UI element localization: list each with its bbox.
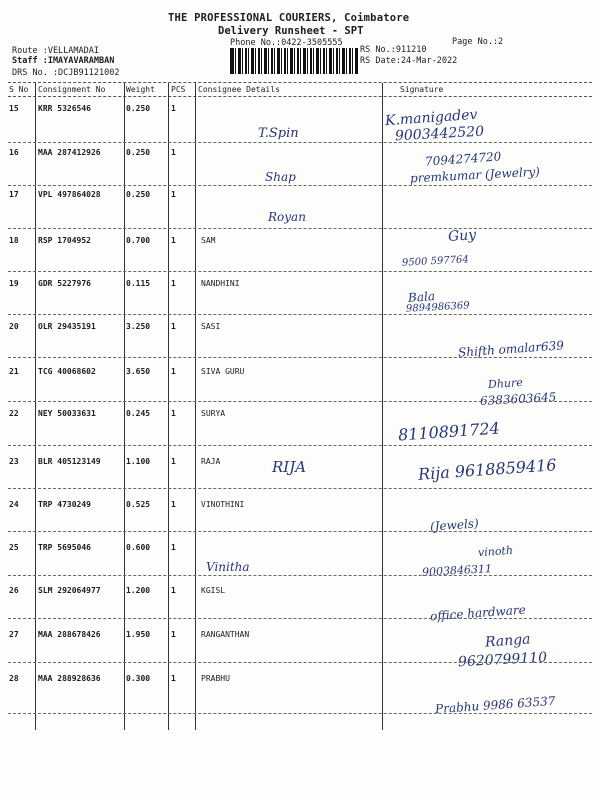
signature-line-1: 8110891724 — [397, 418, 501, 445]
row-consignment-no: RSP 1704952 — [38, 236, 91, 245]
row-weight: 1.100 — [126, 457, 151, 466]
row-weight: 3.650 — [126, 367, 151, 376]
row-sno: 28 — [9, 674, 19, 683]
row-sno: 27 — [9, 630, 19, 639]
row-pcs: 1 — [171, 543, 176, 552]
signature-line-1: vinoth — [477, 543, 514, 560]
row-weight: 3.250 — [126, 322, 151, 331]
signature-line-1: Rija 9618859416 — [417, 455, 558, 484]
row-consignee: SURYA — [201, 409, 226, 418]
barcode — [230, 48, 358, 74]
signature-line-1: (Jewels) — [429, 516, 480, 534]
row-weight: 0.300 — [126, 674, 151, 683]
handwritten-consignee: T.Spin — [258, 126, 299, 141]
row-divider — [8, 185, 592, 186]
row-sno: 26 — [9, 586, 19, 595]
row-divider — [8, 271, 592, 272]
col-divider — [35, 83, 36, 730]
rs-number: RS No.:911210 — [360, 45, 427, 55]
signature-line-2: 9003442520 — [394, 123, 485, 145]
handwritten-consignee: Vinitha — [206, 560, 250, 574]
row-consignment-no: TCG 40068602 — [38, 367, 96, 376]
row-divider — [8, 401, 592, 402]
row-pcs: 1 — [171, 500, 176, 509]
col-header-signature: Signature — [400, 85, 444, 94]
row-sno: 19 — [9, 279, 19, 288]
rs-date: RS Date:24-Mar-2022 — [360, 56, 458, 66]
row-divider — [8, 531, 592, 532]
row-pcs: 1 — [171, 104, 176, 113]
row-sno: 22 — [9, 409, 19, 418]
row-consignment-no: MAA 287412926 — [38, 148, 101, 157]
row-consignment-no: MAA 288928636 — [38, 674, 101, 683]
row-consignment-no: TRP 4730249 — [38, 500, 91, 509]
row-divider — [8, 575, 592, 576]
handwritten-consignee: RIJA — [272, 458, 307, 476]
row-weight: 0.250 — [126, 104, 151, 113]
col-divider — [195, 83, 196, 730]
row-pcs: 1 — [171, 367, 176, 376]
row-divider — [8, 357, 592, 358]
row-sno: 23 — [9, 457, 19, 466]
col-divider — [382, 83, 383, 730]
row-sno: 25 — [9, 543, 19, 552]
row-consignment-no: VPL 497864028 — [38, 190, 101, 199]
handwritten-consignee: Shap — [265, 170, 296, 184]
row-consignee: VINOTHINI — [201, 500, 245, 509]
row-divider — [8, 228, 592, 229]
row-consignee: RAJA — [201, 457, 221, 466]
row-weight: 0.115 — [126, 279, 151, 288]
row-consignment-no: GDR 5227976 — [38, 279, 91, 288]
row-sno: 16 — [9, 148, 19, 157]
row-weight: 1.950 — [126, 630, 151, 639]
row-consignment-no: KRR 5326546 — [38, 104, 91, 113]
row-sno: 24 — [9, 500, 19, 509]
row-sno: 17 — [9, 190, 19, 199]
row-sno: 15 — [9, 104, 19, 113]
handwritten-consignee: Royan — [268, 210, 306, 224]
row-divider — [8, 713, 592, 714]
row-consignee: NANDHINI — [201, 279, 240, 288]
top-rule — [8, 82, 592, 83]
company-name: THE PROFESSIONAL COURIERS, Coimbatore — [168, 12, 410, 24]
row-pcs: 1 — [171, 236, 176, 245]
row-consignee: KGISL — [201, 586, 226, 595]
row-divider — [8, 445, 592, 446]
row-sno: 21 — [9, 367, 19, 376]
signature-line-2: 6383603645 — [479, 390, 557, 408]
row-sno: 18 — [9, 236, 19, 245]
signature-line-1: Dhure — [487, 375, 524, 392]
route-label: Route :VELLAMADAI — [12, 46, 99, 56]
row-divider — [8, 662, 592, 663]
row-consignment-no: NEY 50033631 — [38, 409, 96, 418]
row-pcs: 1 — [171, 586, 176, 595]
col-divider — [124, 83, 125, 730]
row-weight: 0.250 — [126, 148, 151, 157]
col-header-weight: Weight — [126, 85, 155, 94]
row-divider — [8, 488, 592, 489]
page-number: Page No.:2 — [452, 37, 504, 47]
row-pcs: 1 — [171, 322, 176, 331]
row-pcs: 1 — [171, 190, 176, 199]
signature-line-1: Bala — [407, 289, 436, 305]
col-header-consignee: Consignee Details — [198, 85, 280, 94]
row-pcs: 1 — [171, 409, 176, 418]
row-consignment-no: BLR 405123149 — [38, 457, 101, 466]
row-consignee: SASI — [201, 322, 221, 331]
col-header-sno: S No — [9, 85, 29, 94]
row-consignment-no: SLM 292064977 — [38, 586, 101, 595]
signature-line-1: office hardware — [429, 602, 527, 624]
row-weight: 0.250 — [126, 190, 151, 199]
signature-line-1: Prabhu 9986 63537 — [434, 693, 556, 717]
signature-line-1: K.manigadev — [384, 106, 478, 130]
row-pcs: 1 — [171, 674, 176, 683]
phone-number: Phone No.:0422-3505555 — [230, 38, 343, 48]
row-sno: 20 — [9, 322, 19, 331]
runsheet-title: Delivery Runsheet - SPT — [218, 25, 364, 37]
row-consignment-no: OLR 29435191 — [38, 322, 96, 331]
row-consignee: SIVA GURU — [201, 367, 245, 376]
signature-line-2: 9003846311 — [421, 562, 493, 579]
row-divider — [8, 142, 592, 143]
row-pcs: 1 — [171, 148, 176, 157]
row-pcs: 1 — [171, 279, 176, 288]
signature-line-1: Guy — [447, 227, 477, 245]
row-divider — [8, 618, 592, 619]
row-weight: 0.245 — [126, 409, 151, 418]
col-header-consignment: Consignment No — [38, 85, 106, 94]
row-consignee: SAM — [201, 236, 216, 245]
row-consignee: RANGANTHAN — [201, 630, 250, 639]
drs-number: DRS No. :DCJB91121002 — [12, 68, 120, 78]
row-weight: 0.700 — [126, 236, 151, 245]
row-weight: 1.200 — [126, 586, 151, 595]
row-weight: 0.600 — [126, 543, 151, 552]
row-divider — [8, 314, 592, 315]
signature-line-2: 9620799110 — [457, 649, 548, 671]
signature-line-1: Shifth omalar639 — [457, 338, 565, 360]
signature-line-2: 9894986369 — [405, 300, 470, 315]
row-weight: 0.525 — [126, 500, 151, 509]
header-rule — [8, 96, 592, 97]
row-pcs: 1 — [171, 457, 176, 466]
signature-line-1: Ranga — [484, 631, 532, 651]
signature-line-1: 7094274720 — [424, 149, 502, 169]
row-consignment-no: MAA 288678426 — [38, 630, 101, 639]
signature-line-2: premkumar (Jewelry) — [409, 164, 541, 186]
row-consignment-no: TRP 5695046 — [38, 543, 91, 552]
col-divider — [168, 83, 169, 730]
signature-line-2: 9500 597764 — [401, 254, 470, 269]
row-consignee: PRABHU — [201, 674, 230, 683]
row-pcs: 1 — [171, 630, 176, 639]
col-header-pcs: PCS — [171, 85, 186, 94]
staff-label: Staff :IMAYAVARAMBAN — [12, 56, 115, 66]
